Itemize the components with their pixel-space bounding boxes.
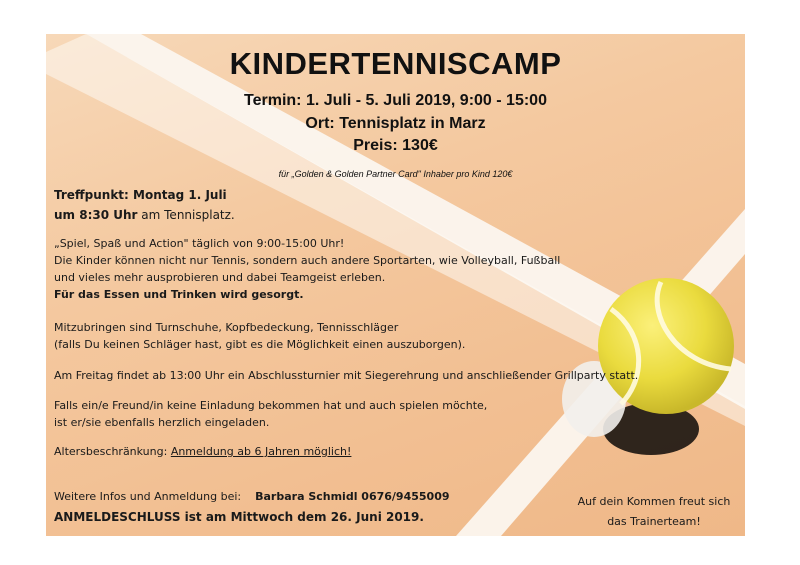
equipment-line: (falls Du keinen Schläger hast, gibt es die Möglichkeit einen auszuborgen). bbox=[54, 338, 466, 351]
tennis-ball-icon bbox=[598, 278, 734, 414]
activities-line: „Spiel, Spaß und Action" täglich von 9:00-15:00 Uhr! bbox=[54, 237, 345, 250]
event-price: Preis: 130€ bbox=[353, 137, 438, 154]
friends-paragraph bbox=[54, 397, 487, 431]
activities-line: und vieles mehr ausprobieren und dabei Teamgeist erleben. bbox=[54, 271, 386, 284]
meeting-label: Treffpunkt bbox=[54, 188, 125, 202]
activities-line: Die Kinder können nicht nur Tennis, sondern auch andere Sportarten, wie Volleyball, Fußball bbox=[54, 254, 561, 267]
activities-paragraph bbox=[54, 235, 560, 303]
meeting-day: : Montag 1. Juli bbox=[124, 188, 227, 202]
closing-note bbox=[569, 492, 739, 532]
page-title: KINDERTENNISCAMP bbox=[229, 46, 562, 81]
contact-name: Barbara Schmidl 0676/9455009 bbox=[255, 490, 450, 503]
contact-label: Weitere Infos und Anmeldung bei: bbox=[54, 490, 242, 503]
tournament-paragraph: Am Freitag findet ab 13:00 Uhr ein Abschlussturnier mit Siegerehrung und anschließender Grillparty statt. bbox=[54, 369, 639, 382]
friends-line: Falls ein/e Freund/in keine Einladung bekommen hat und auch spielen möchte, bbox=[54, 399, 488, 412]
age-link: Anmeldung ab 6 Jahren möglich! bbox=[170, 445, 352, 458]
age-restriction bbox=[54, 443, 351, 460]
event-dates: Termin: 1. Juli - 5. Juli 2019, 9:00 - 15:00 bbox=[244, 92, 547, 109]
flyer bbox=[46, 34, 745, 536]
contact-info bbox=[54, 488, 450, 505]
meeting-place: am Tennisplatz. bbox=[137, 208, 235, 222]
closing-line: Auf dein Kommen freut sich bbox=[577, 495, 731, 508]
registration-deadline: ANMELDESCHLUSS ist am Mittwoch dem 26. Juni 2019. bbox=[54, 510, 424, 524]
equipment-paragraph bbox=[54, 319, 465, 353]
age-label: Altersbeschränkung: bbox=[54, 445, 171, 458]
price-note: für „Golden & Golden Partner Card" Inhaber pro Kind 120€ bbox=[278, 169, 513, 179]
equipment-line: Mitzubringen sind Turnschuhe, Kopfbedeckung, Tennisschläger bbox=[54, 321, 399, 334]
meeting-point bbox=[54, 185, 235, 225]
food-note: Für das Essen und Trinken wird gesorgt. bbox=[54, 288, 304, 301]
event-location: Ort: Tennisplatz in Marz bbox=[305, 115, 486, 132]
meeting-time: um 8:30 Uhr bbox=[54, 208, 138, 222]
friends-line: ist er/sie ebenfalls herzlich eingeladen. bbox=[54, 416, 270, 429]
closing-line: das Trainerteam! bbox=[607, 515, 701, 528]
